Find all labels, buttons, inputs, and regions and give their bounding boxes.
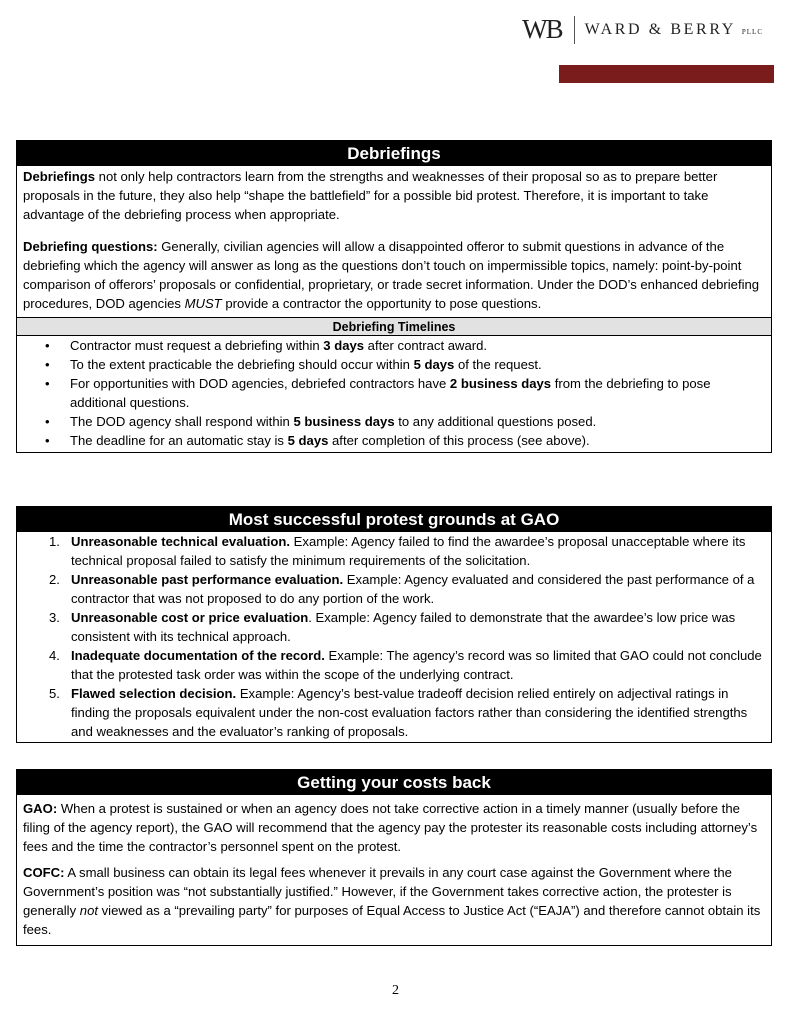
protest-ground-item: 4. Inadequate documentation of the record. Example: The agency’s record was so limited that GAO could not conclude that the protested task order was within the scope of the underlying contract. [49,648,762,682]
debriefing-timelines-list [17,336,771,452]
timeline-item: • The deadline for an automatic stay is 5 days after completion of this process (see above). [23,431,765,450]
protest-ground-item: 5. Flawed selection decision. Example: Agency’s best-value tradeoff decision relied entirely on adjectival ratings in finding the proposals equivalent under the non-cost evaluation factors rather than considering the identified strengths and weaknesses and the evaluator’s ranking of proposals. [49,686,748,739]
protest-ground-item: 3. Unreasonable cost or price evaluation. Example: Agency failed to demonstrate that the awardee’s low price was consistent with its technical approach. [49,610,736,644]
costs-cofc-paragraph: COFC: A small business can obtain its legal fees whenever it prevails in any court case against the Government where the Government’s position was “not substantially justified.” However, if the Government takes corrective action, the protester is generally not viewed as a “prevailing party” for purposes of Equal Access to Justice Act (“EAJA”) and therefore cannot obtain its fees. [23,865,761,937]
page-number: 2 [392,983,399,998]
debriefing-questions-lead: Debriefing questions: [23,239,158,254]
protest-ground-item: 2. Unreasonable past performance evaluation. Example: Agency evaluated and considered the past performance of a contractor that was not proposed to do any portion of the work. [49,572,755,606]
debriefings-section [16,140,772,453]
debriefing-questions-text: Generally, civilian agencies will allow a disappointed offeror to submit questions in advance of the debriefing which the agency will answer as long as the questions don’t touch on impermissible topics, namely: point-by-point comparison of offerors’ proposals or confidential, proprietary, or trade secret information. Under the DOD’s enhanced debriefing procedures, DOD agencies [23,239,760,311]
firm-suffix: PLLC [741,27,763,36]
debriefing-questions-text-end: provide a contractor the opportunity to pose questions. [221,296,542,311]
timeline-item: • Contractor must request a debriefing within 3 days after contract award. [23,336,765,355]
protest-grounds-section [16,506,772,743]
costs-body [17,795,771,945]
debriefings-intro-text: not only help contractors learn from the strengths and weaknesses of their proposal so as to prepare better proposals in the future, they also help “shape the battlefield” for a possible bid protest. Therefore, it is important to take advantage of the debriefing process when appropriate. [23,169,718,222]
debriefing-questions [23,237,765,313]
firm-logo [522,14,763,45]
costs-title: Getting your costs back [17,770,771,795]
protest-ground-item: 1. Unreasonable technical evaluation. Example: Agency failed to find the awardee’s proposal unacceptable where its technical proposal failed to satisfy the minimum requirements of the solicitation. [49,534,746,568]
costs-gao-paragraph: GAO: When a protest is sustained or when an agency does not take corrective action in a timely manner (usually before the filing of the agency report), the GAO will recommend that the agency pay the protester its reasonable costs including attorney’s fees and the time the contractor’s personnel spent on the protest. [23,801,758,854]
debriefings-intro [23,167,765,224]
protest-grounds-title: Most successful protest grounds at GAO [17,507,771,532]
timeline-item: • To the extent practicable the debriefing should occur within 5 days of the request. [23,355,765,374]
debriefings-intro-lead: Debriefings [23,169,96,184]
header-accent-bar [559,65,774,83]
protest-grounds-list [17,532,771,742]
firm-name: WARD & BERRY [584,20,736,38]
timeline-item: • The DOD agency shall respond within 5 business days to any additional questions posed. [23,412,765,431]
debriefings-title: Debriefings [17,141,771,166]
costs-section [16,769,772,946]
logo-monogram: WB [522,14,562,44]
debriefing-questions-emphasis: MUST [184,296,222,311]
debriefing-timelines-heading: Debriefing Timelines [17,317,771,336]
logo-divider [574,16,575,44]
debriefings-body [17,166,771,317]
timeline-item: • For opportunities with DOD agencies, debriefed contractors have 2 business days from the debriefing to pose additional questions. [23,374,765,412]
